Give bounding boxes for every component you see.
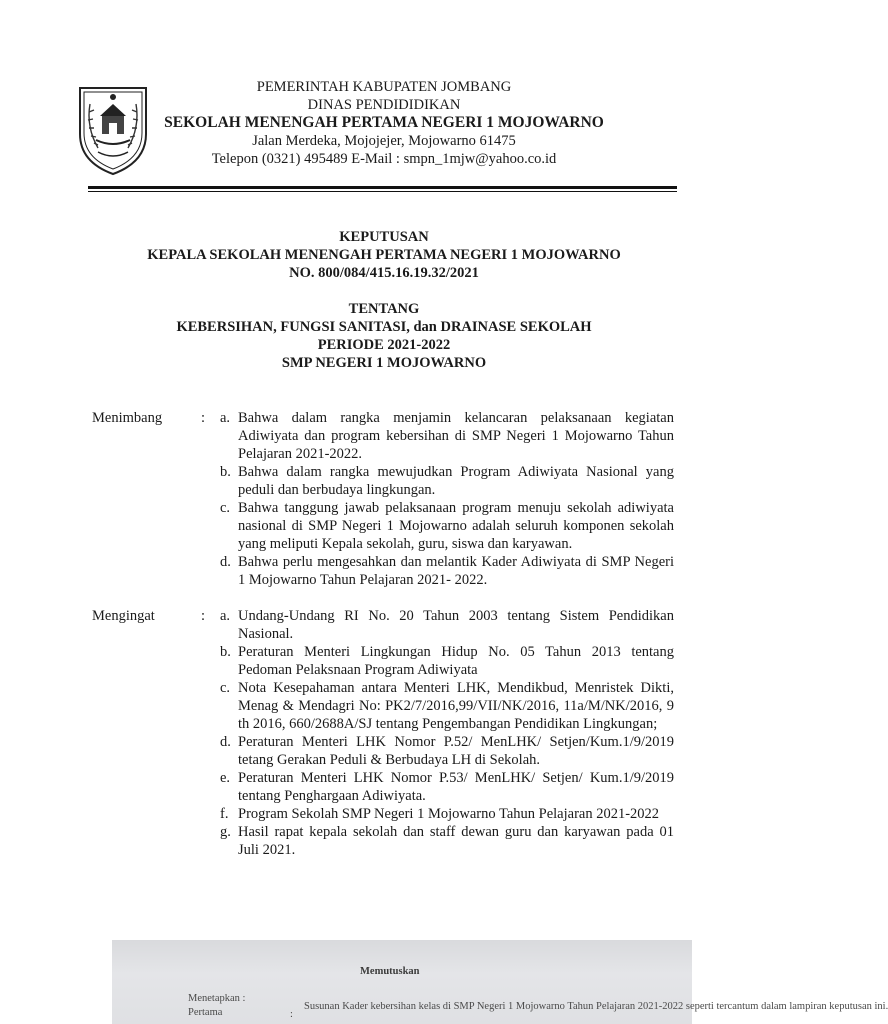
decree-title: KEPUTUSAN	[339, 229, 429, 245]
item-text: Bahwa dalam rangka mewujudkan Program Adiwiyata Nasional yang peduli dan berbudaya lingkungan.	[238, 464, 674, 498]
item-marker: c.	[220, 500, 231, 516]
item-text: Bahwa dalam rangka menjamin kelancaran pelaksanaan kegiatan Adiwiyata dan program kebersihan di SMP Negeri 1 Mojowarno Tahun Pelajaran 2021-2022.	[238, 410, 674, 462]
about-label: TENTANG	[348, 301, 420, 317]
pertama-label: Pertama	[188, 1007, 223, 1018]
government-name: PEMERINTAH KABUPATEN JOMBANG	[256, 79, 512, 95]
item-marker: a.	[220, 608, 231, 624]
mengingat-label: Mengingat	[92, 608, 155, 624]
menimbang-label: Menimbang	[92, 410, 163, 426]
decree-number: NO. 800/084/415.16.19.32/2021	[289, 265, 479, 281]
list-item	[220, 769, 674, 805]
item-marker: d.	[220, 554, 231, 570]
list-item	[220, 463, 674, 499]
mengingat-list	[220, 607, 674, 859]
item-marker: b.	[220, 464, 231, 480]
item-text: Program Sekolah SMP Negeri 1 Mojowarno Tahun Pelajaran 2021-2022	[238, 806, 660, 822]
list-item	[220, 805, 674, 823]
decree-heading	[88, 228, 680, 282]
list-item	[220, 409, 674, 463]
list-item	[220, 733, 674, 769]
item-text: Nota Kesepahaman antara Menteri LHK, Mendikbud, Menristek Dikti, Menag & Mendagri No: PK2/7/2016,99/VII/NK/2016, 11a/M/NK/2016, 9 th 2016, 660/2688A/SJ tentang Pengembangan Pendidikan Lingkungan;	[238, 680, 674, 732]
list-item	[220, 553, 674, 589]
letterhead-divider-thick	[88, 186, 677, 189]
item-marker: a.	[220, 410, 231, 426]
decree-period: PERIODE 2021-2022	[317, 337, 451, 353]
item-text: Hasil rapat kepala sekolah dan staff dewan guru dan karyawan pada 01 Juli 2021.	[238, 824, 674, 858]
item-marker: f.	[220, 806, 229, 822]
item-text: Bahwa tanggung jawab pelaksanaan program menuju sekolah adiwiyata nasional di SMP Negeri 1 Mojowarno adalah seluruh komponen sekolah yang meliputi Kepala sekolah, guru, siswa dan karyawan.	[238, 500, 674, 552]
photographed-decree-excerpt	[112, 940, 888, 1024]
pertama-text: Susunan Kader kebersihan kelas di SMP Negeri 1 Mojowarno Tahun Pelajaran 2021-2022 seperti tercantum dalam lampiran keputusan ini.	[304, 1001, 888, 1012]
letterhead-divider-thin	[88, 191, 677, 192]
item-marker: g.	[220, 824, 231, 840]
decree-issuer: KEPALA SEKOLAH MENENGAH PERTAMA NEGERI 1 MOJOWARNO	[147, 247, 621, 263]
letterhead	[160, 78, 608, 168]
item-text: Peraturan Menteri LHK Nomor P.52/ MenLHK/ Setjen/Kum.1/9/2019 tetang Gerakan Peduli & Berbudaya LH di Sekolah.	[238, 734, 674, 768]
item-text: Peraturan Menteri Lingkungan Hidup No. 05 Tahun 2013 tentang Pedoman Pelaksnaan Program Adiwiyata	[238, 644, 674, 678]
memutuskan-heading: Memutuskan	[360, 966, 420, 977]
list-item	[220, 607, 674, 643]
pertama-colon: :	[290, 1009, 293, 1020]
item-marker: c.	[220, 680, 231, 696]
jombang-regency-emblem-icon	[76, 82, 150, 176]
menimbang-colon: :	[201, 410, 206, 426]
item-marker: b.	[220, 644, 231, 660]
mengingat-colon: :	[201, 608, 206, 624]
decree-school: SMP NEGERI 1 MOJOWARNO	[281, 355, 487, 371]
list-item	[220, 643, 674, 679]
item-text: Undang-Undang RI No. 20 Tahun 2003 tentang Sistem Pendidikan Nasional.	[238, 608, 674, 642]
item-text: Peraturan Menteri LHK Nomor P.53/ MenLHK/ Setjen/ Kum.1/9/2019 tentang Penghargaan Adiwiyata.	[238, 770, 674, 804]
item-marker: e.	[220, 770, 231, 786]
list-item	[220, 679, 674, 733]
school-address: Jalan Merdeka, Mojojejer, Mojowarno 61475	[252, 133, 516, 149]
department-name: DINAS PENDIDIDIKAN	[307, 97, 461, 113]
menetapkan-label: Menetapkan :	[188, 993, 246, 1004]
decree-subject-block	[88, 300, 680, 372]
list-item	[220, 499, 674, 553]
school-name: SEKOLAH MENENGAH PERTAMA NEGERI 1 MOJOWARNO	[164, 114, 604, 131]
school-contact: Telepon (0321) 495489 E-Mail : smpn_1mjw@yahoo.co.id	[211, 151, 557, 167]
item-text: Bahwa perlu mengesahkan dan melantik Kader Adiwiyata di SMP Negeri 1 Mojowarno Tahun Pelajaran 2021- 2022.	[238, 554, 674, 588]
decree-subject: KEBERSIHAN, FUNGSI SANITASI, dan DRAINASE SEKOLAH	[176, 319, 592, 335]
menimbang-list	[220, 409, 674, 589]
item-marker: d.	[220, 734, 231, 750]
list-item	[220, 823, 674, 859]
